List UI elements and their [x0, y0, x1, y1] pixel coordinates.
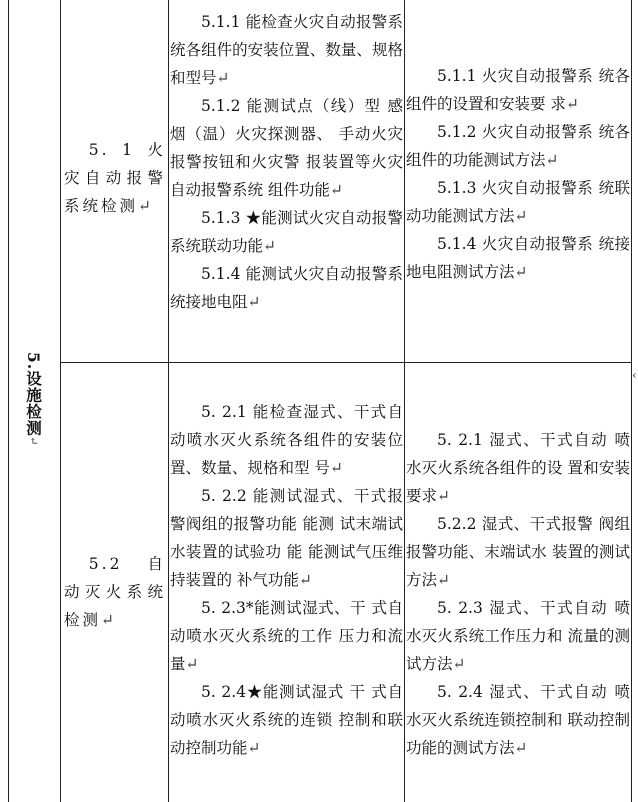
table-border-col1 — [60, 0, 61, 802]
requirement-cell-5-1 — [406, 62, 630, 286]
table-border-col2 — [168, 0, 169, 802]
requirement-item: 5.2.2 湿式、干式报警 阀组报警功能、末端试水 装置的测试方法↵ — [406, 515, 630, 589]
requirement-item: 5. 2.1 湿式、干式自动 喷水灭火系统各组件的设 置和安装要求↵ — [406, 431, 630, 505]
ability-item: 5.1.4 能测试火灾自动报警系统接地电阻↵ — [170, 265, 403, 311]
table-border-left — [8, 0, 9, 802]
ability-item: 5.1.1 能检查火灾自动报警系统各组件的安装位置、数量、规格和型号↵ — [170, 13, 403, 87]
item-title: 5.2 自 动灭火系统检测↵ — [64, 555, 166, 629]
ability-item: 5. 2.1 能检查湿式、干式自动喷水灭火系统各组件的安装位置、数量、规格和型 号↵ — [170, 403, 403, 477]
requirement-item: 5. 2.3 湿式、干式自动 喷水灭火系统工作压力和 流量的测试方法↵ — [406, 599, 630, 673]
ability-item: 5. 2.3*能测试湿式、干 式自动喷水灭火系统的工作 压力和流量↵ — [170, 599, 403, 673]
requirement-item: 5. 2.4 湿式、干式自动 喷水灭火系统连锁控制和 联动控制功能的测试方法↵ — [406, 683, 630, 757]
ability-item: 5. 2.4★能测试湿式 干 式自动喷水灭火系统的连锁 控制和联动控制功能↵ — [170, 683, 403, 757]
item-cell-5-1 — [62, 136, 168, 220]
table-border-col3 — [404, 0, 405, 802]
requirement-item: 5.1.2 火灾自动报警系 统各组件的功能测试方法↵ — [406, 123, 630, 169]
requirement-item: 5.1.4 火灾自动报警系 统接地电阻测试方法↵ — [406, 235, 630, 281]
requirement-item: 5.1.1 火灾自动报警系 统各组件的设置和安装要 求↵ — [406, 67, 630, 113]
ability-item: 5. 2.2 能测试湿式、干式报警阀组的报警功能 能测 试末端试水装置的试验功 能 能测试气压维持装置的 补气功能↵ — [170, 487, 403, 589]
row-divider — [60, 362, 632, 363]
ability-cell-5-2 — [170, 398, 403, 762]
side-arrow-icon: ‹ — [632, 368, 637, 382]
ability-cell-5-1 — [170, 8, 403, 316]
table-border-right — [631, 0, 632, 802]
requirement-cell-5-2 — [406, 426, 630, 762]
requirement-item: 5.1.3 火灾自动报警系 统联动功能测试方法↵ — [406, 179, 630, 225]
item-title: 5. 1 火灾自动报警系统检测↵ — [64, 141, 166, 215]
item-cell-5-2 — [62, 550, 168, 634]
ability-item: 5.1.2 能测试点（线）型 感烟（温）火灾探测器、 手动火灾报警按钮和火灾警 报装置等火灾自动报警系统 组件功能↵ — [170, 97, 403, 199]
ability-item: 5.1.3 ★能测试火灾自动报警系统联动功能↵ — [170, 209, 403, 255]
section-label: 5.设施检测↵ — [24, 352, 43, 447]
